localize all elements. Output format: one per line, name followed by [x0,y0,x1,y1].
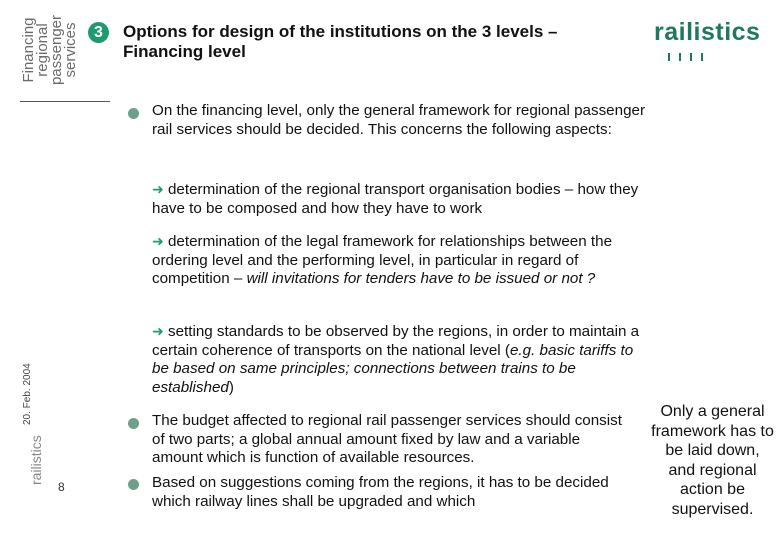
arrow-item-3: ➜ setting standards to be observed by the regions, in order to maintain a certain coherence of transports on the national level (e.g. basic tariffs to be based on same principles; connections between trains to be established) [152,323,640,396]
arrow-item-2: ➜ determination of the legal framework for relationships between the ordering level and the performing level, in particular in regard of competition – will invitations for tenders have to be issued or not ? [152,233,613,287]
logo-text: railistics [654,18,761,46]
section-label [22,0,104,108]
arrow-icon: ➜ [152,233,164,249]
arrow-icon: ➜ [152,323,164,339]
side-date: 20. Feb. 2004 [22,363,33,425]
arrow-icon: ➜ [152,181,164,197]
paragraph-intro: On the financing level, only the general framework for regional passenger rail services should be decided. This concerns the following aspects: [152,102,646,138]
section-number-badge: 3 [88,22,109,43]
page-title: Options for design of the institutions on the 3 levels – Financing level [123,22,558,61]
arrow-item-1: ➜ determination of the regional transport organisation bodies – how they have to be composed and how they have to work [152,181,639,217]
railistics-logo [654,18,774,62]
section-divider [20,101,110,102]
paragraph-upgrade: Based on suggestions coming from the regions, it has to be decided which railway lines shall be upgraded and which [152,474,609,510]
page-number: 8 [58,480,65,494]
bullet-icon [128,479,139,490]
paragraph-budget: The budget affected to regional rail passenger services should consist of two parts; a global annual amount fixed by law and a variable amount which is function of available resources. [152,412,622,466]
bullet-icon [128,418,139,429]
side-logo: railistics [28,435,44,485]
callout-note: Only a general framework has to be laid down, and regional action be supervised. [651,403,774,518]
logo-ticks [668,48,712,66]
section-label-text: Financing regional passenger services [20,14,79,86]
bullet-icon [128,108,139,119]
